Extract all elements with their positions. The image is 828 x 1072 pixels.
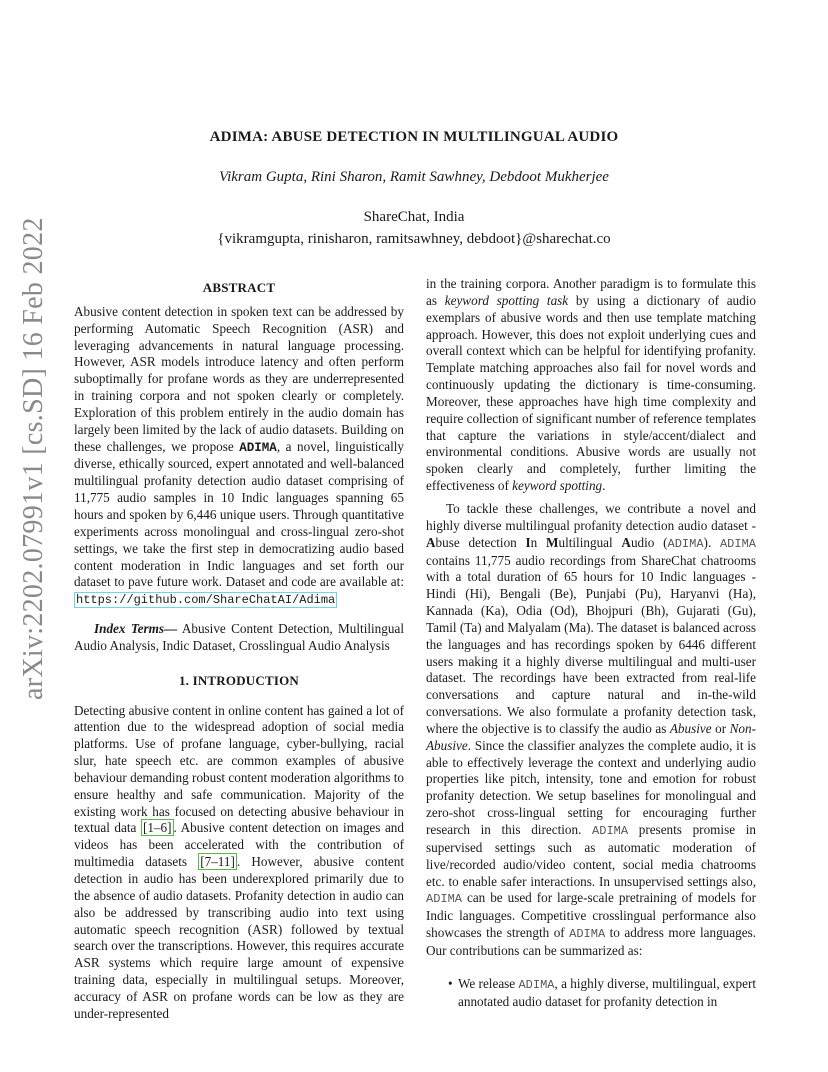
adima-name: ADIMA (667, 536, 704, 551)
citation-link[interactable]: [7–11] (200, 854, 235, 870)
left-column (74, 280, 404, 1023)
abstract-heading: ABSTRACT (202, 280, 276, 295)
citation-link[interactable]: [1–6] (142, 820, 172, 836)
author-emails: {vikramgupta, rinisharon, ramitsawhney, debdoot}@sharechat.co (217, 231, 611, 247)
adima-name: ADIMA (239, 440, 277, 455)
intro-paragraph: Detecting abusive content in online content has gained a lot of attention due to the widespread adoption of social media platforms. Use of profane language, cyber-bullying, racial slur, hate speech etc. are common examples of abusive behaviour demanding robust content moderation algorithms to ensure healthy and safe communication. Majority of the existing work has focused on detecting abusive behaviour in textual data [1–6] . Abusive content detection on images and videos has been accelerated with the contribution of multimedia datasets [7–11] . However, abusive content detection in audio has been underexplored primarily due to the absence of audio datasets. Profanity detection in audio can also be addressed by transcribing audio into text using automatic speech recognition (ASR) followed by textual search over the transcriptions. However, this requires accurate ASR systems which require large amount of expensive training data, especially in multilingual setups. Moreover, accuracy of ASR on profane words can be low as they are under-represented (74, 702, 404, 1021)
index-terms: Index Terms— Abusive Content Detection, Multilingual Audio Analysis, Indic Dataset, Crosslingual Audio Analysis (74, 621, 404, 653)
index-terms-label: Index Terms— (94, 621, 178, 637)
paper-authors: Vikram Gupta, Rini Sharon, Ramit Sawhney, Debdoot Mukherjee (219, 169, 609, 185)
bullet-icon: • (448, 975, 453, 991)
affiliation-block (0, 206, 828, 250)
contribution-bullet: • We release ADIMA, a highly diverse, multilingual, expert annotated audio dataset for profanity detection in (448, 975, 756, 1009)
adima-name: ADIMA (569, 927, 606, 942)
contribution-paragraph: To tackle these challenges, we contribute a novel and highly diverse multilingual profanity detection audio dataset - Abuse detection In Multilingual Audio (ADIMA). ADIMA contains 11,775 audio recordings from ShareChat chatrooms with a total duration of 65 hours for 10 Indic languages - Hindi (Hi), Bengali (Be), Punjabi (Pu), Haryanvi (Ha), Kannada (Ka), Odia (Od), Bhojpuri (Bh), Gujarati (Gu), Tamil (Ta) and Malyalam (Ma). The dataset is balanced across the languages and has recordings spoken by 6446 different users making it a highly diverse multilingual and multi-user dataset. The recordings have been extracted from real-life conversations and capture natural and in-the-wild conversations. We also formulate a profanity detection task, where the objective is to classify the audio as Abusive or Non-Abusive. Since the classifier analyzes the complete audio, it is able to effectively leverage the context and underlying audio properties like pitch, intensity, tone and emotion for robust profanity detection. We setup baselines for monolingual and zero-shot cross-lingual setting for encouraging further research in this direction. ADIMA presents promise in supervised settings such as automatic moderation of live/recorded audio/video content, social media chatrooms etc. to enable safer interactions. In unsupervised settings also, ADIMA can be used for large-scale pretraining of models for Indic languages. Competitive crosslingual performance also showcases the strength of ADIMA to address more languages. Our contributions can be summarized as: (426, 500, 757, 958)
adima-name: ADIMA (518, 977, 555, 992)
dataset-url-link[interactable]: https://github.com/ShareChatAI/Adima (76, 593, 336, 608)
arxiv-identifier: arXiv:2202.07991v1 [cs.SD] 16 Feb 2022 (18, 217, 49, 700)
adima-name: ADIMA (592, 824, 629, 838)
adima-name: ADIMA (426, 892, 463, 907)
intro-heading: 1. INTRODUCTION (178, 672, 299, 688)
abstract-text: Abusive content detection in spoken text can be addressed by performing Automatic Speech Recognition (ASR) and leveraging advancements in natural language processing. However, ASR models introduce latency and often perform suboptimally for profane words as they are underrepresented in training corpora and not spoken clearly or completely. Exploration of this problem entirely in the audio domain has largely been limited by the lack of audio datasets. Building on these challenges, we propose ADIMA, a novel, linguistically diverse, ethically sourced, expert annotated and well-balanced multilingual profanity detection audio dataset comprising of 11,775 audio samples in 10 Indic languages spanning 65 hours and spoken by 6,446 unique users. Through quantitative experiments across monolingual and cross-lingual zero-shot settings, we take the first step in democratizing audio based content moderation in Indic languages and set forth our dataset to pave future work. Dataset and code are available at: https://github.com/ShareChatAI/Adima (74, 303, 404, 608)
paper-title: ADIMA: ABUSE DETECTION IN MULTILINGUAL AUDIO (209, 129, 619, 145)
right-column (426, 276, 756, 1010)
intro-paragraph-continued: in the training corpora. Another paradigm is to formulate this as keyword spotting task by using a dictionary of audio exemplars of abusive words and then use template matching approach. However, this does not exploit underlying cues and overall context which can be helpful for identifying profanity. Template matching approaches also fail for novel words and continuously updating the dictionary is time-consuming. Moreover, these approaches have high time complexity and require collection of significant number of reference templates that capture the variations in style/accent/dialect and environmental conditions. Abusive words are usually not spoken clearly and completely, further limiting the effectiveness of keyword spotting. (426, 276, 757, 494)
affiliation: ShareChat, India (363, 209, 465, 225)
adima-name: ADIMA (719, 536, 756, 551)
